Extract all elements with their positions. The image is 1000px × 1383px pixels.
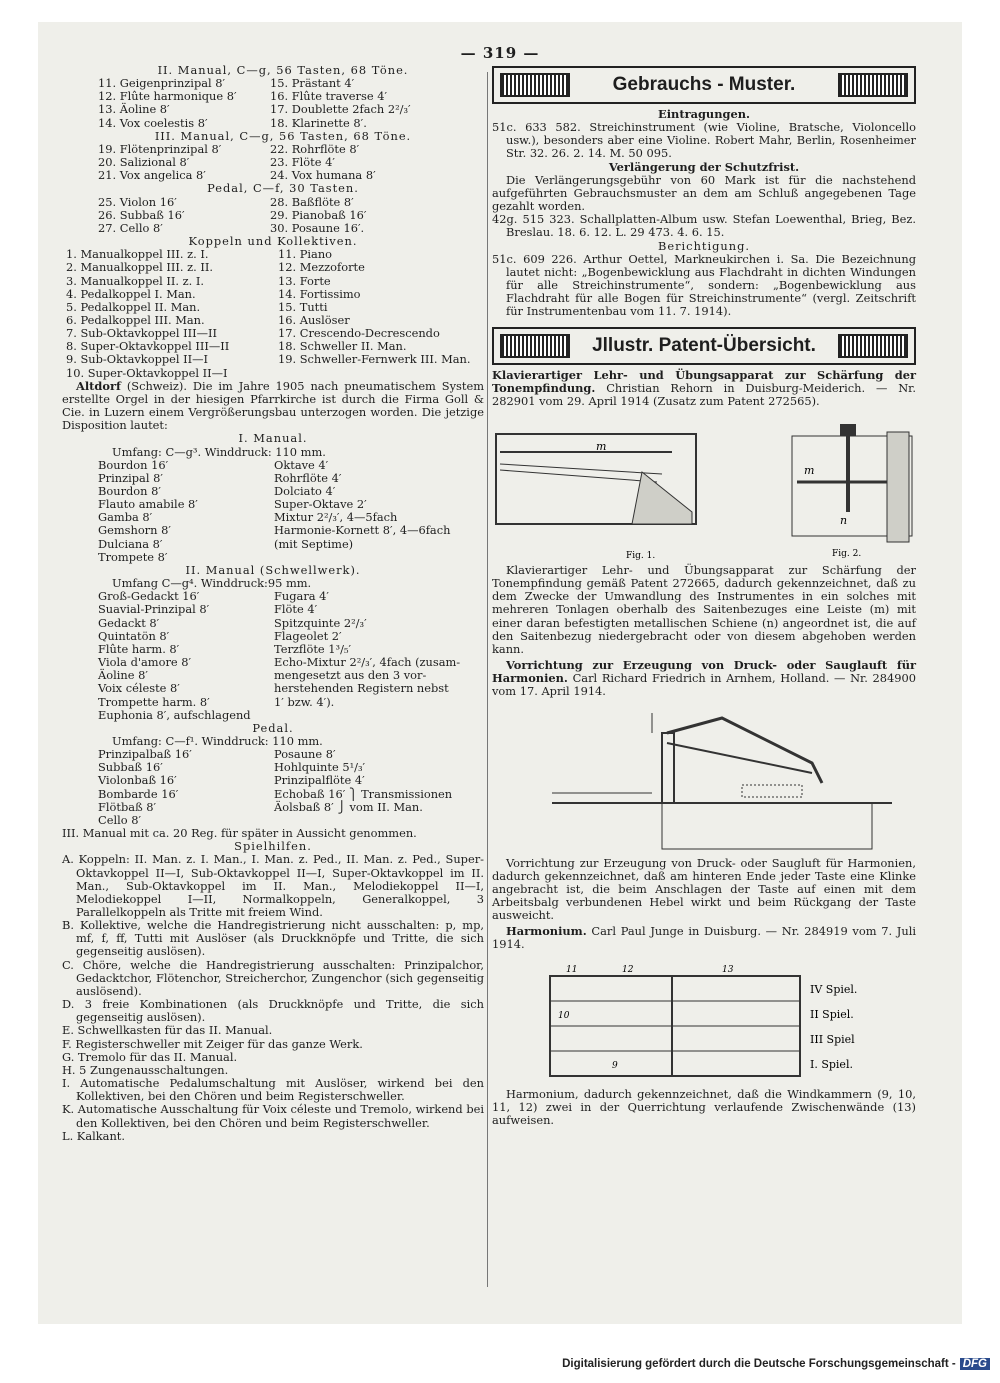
- register-row: [62, 275, 484, 288]
- spielhilfe-item: C. Chöre, welche die Handregistrierung ausschalten: Prinzipalchor, Gedacktchor, Flötenchor, Streicherchor, Zungenchor (sich gegenseitig auslösend).: [62, 957, 484, 998]
- patent-1-figures: [492, 412, 916, 560]
- register-left: Viola d'amore 8′: [98, 655, 192, 670]
- altdorf-text: (Schweiz). Die im Jahre 1905 nach pneumatischem System erstellte Orgel in der hiesigen Pfarrkirche ist durch die Firma Goll & Cie. in Luzern einem Vergrößerungsbau unterzogen worden. Die jetzige Disposition lautet:: [62, 378, 484, 433]
- berichtigung-heading: Berichtigung.: [657, 238, 750, 253]
- register-right: 18. Schweller II. Man.: [278, 339, 407, 354]
- spielhilfe-item: E. Schwellkasten für das II. Manual.: [62, 1023, 273, 1038]
- register-left: Flauto amabile 8′: [98, 497, 198, 512]
- verlaengerung-text: Die Verlängerungsgebühr von 60 Mark ist für die nachstehend aufgeführten Gebrauchsmuster an dem am Schluß angegebenen Tage gezahlt worden.: [492, 172, 916, 214]
- altdorf-manual-2-heading: II. Manual (Schwellwerk).: [185, 562, 361, 577]
- fig-3-num: 10: [558, 1010, 570, 1021]
- register-row: [62, 459, 484, 472]
- register-left: Dulciana 8′: [98, 536, 163, 551]
- register-right: 30. Posaune 16′.: [270, 220, 365, 235]
- berichtigung-text: 51c. 609 226. Arthur Oettel, Markneukirchen i. Sa. Die Bezeichnung lautet nicht: „Bogenbewicklung aus Flachdraht in dichten Windungen für alle Streichinstrumente“, sondern: „Bogenbewicklung aus Flachdraht für alle Bogen für Streichinstrumente“ (vergl. Zeitschrift für Instrumentenbau vom 11. 7. 1914).: [492, 251, 916, 319]
- register-right: 24. Vox humana 8′: [270, 168, 376, 183]
- register-left: Trompete 8′: [98, 549, 168, 564]
- register-right: herstehenden Registern nebst: [274, 681, 449, 696]
- register-right: Harmonie-Kornett 8′, 4—6fach: [274, 523, 451, 538]
- altdorf-name: Altdorf: [76, 378, 121, 393]
- register-left: Cello 8′: [98, 812, 142, 827]
- dfg-logo: DFG: [960, 1358, 990, 1370]
- register-left: Prinzipal 8′: [98, 470, 163, 485]
- patent-2-figure: [492, 703, 916, 853]
- spielhilfe-item: K. Automatische Ausschaltung für Voix céleste und Tremolo, wirkend bei den Kollektiven, bei den Chören und beim Registerschweller.: [62, 1102, 484, 1130]
- altdorf-pedal-umfang: Umfang: C—f¹. Winddruck: 110 mm.: [112, 733, 323, 748]
- page-number: — 319 —: [460, 44, 540, 62]
- register-left: Flûte harm. 8′: [98, 641, 180, 656]
- patent-2-title: [492, 659, 916, 698]
- register-row: [62, 630, 484, 643]
- register-left: Flötbaß 8′: [98, 799, 157, 814]
- column-divider: [487, 72, 488, 1287]
- ornament-icon: [500, 334, 570, 358]
- register-left: 9. Sub-Oktavkoppel II—I: [66, 352, 209, 367]
- banner-title: Jllustr. Patent-Übersicht.: [592, 334, 816, 356]
- register-left: 6. Pedalkoppel III. Man.: [66, 312, 205, 327]
- fig-1-label-m: m: [596, 439, 607, 453]
- patent-2-head: Vorrichtung zur Erzeugung von Druck- oder Sauglauft für Harmonien.: [492, 658, 916, 686]
- verlaengerung-item: 42g. 515 323. Schallplatten-Album usw. Stefan Loewenthal, Brieg, Bez. Breslau. 18. 6. 12. L. 29 473. 4. 6. 15.: [492, 212, 916, 240]
- register-right: 18. Klarinette 8′.: [270, 115, 367, 130]
- register-right: 23. Flöte 4′: [270, 155, 335, 170]
- register-right: 11. Piano: [278, 247, 333, 262]
- register-left: Trompette harm. 8′: [98, 694, 210, 709]
- register-right: Super-Oktave 2′: [274, 497, 367, 512]
- left-column: [62, 64, 484, 1143]
- register-left: Prinzipalbaß 16′: [98, 747, 192, 762]
- register-left: 8. Super-Oktavkoppel III—II: [66, 339, 230, 354]
- register-left: 13. Äoline 8′: [98, 102, 170, 117]
- register-left: Suavial-Prinzipal 8′: [98, 602, 210, 617]
- patent-1-head: Klavierartiger Lehr- und Übungsapparat zur Schärfung der Tonempfindung.: [492, 367, 916, 395]
- fig-3-label: II Spiel.: [810, 1007, 854, 1021]
- register-right: Hohlquinte 5¹/₃′: [274, 760, 366, 775]
- spielhilfe-item: L. Kalkant.: [62, 1128, 125, 1143]
- manual-2-registers: [62, 77, 484, 130]
- altdorf-paragraph: [62, 380, 484, 433]
- register-right: (mit Septime): [274, 536, 354, 551]
- register-right: 17. Doublette 2fach 2²/₃′: [270, 102, 411, 117]
- register-left: 25. Violon 16′: [98, 194, 177, 209]
- register-right: Posaune 8′: [274, 747, 336, 762]
- patent-3-figure: [492, 958, 916, 1082]
- register-left: Gemshorn 8′: [98, 523, 171, 538]
- patent-3-head: Harmonium.: [506, 924, 587, 939]
- patent-2-meta: Carl Richard Friedrich in Arnhem, Holland. — Nr. 284900 vom 17. April 1914.: [492, 671, 916, 699]
- register-right: Fugara 4′: [274, 589, 330, 604]
- register-left: 27. Cello 8′: [98, 220, 163, 235]
- register-row: [62, 682, 484, 695]
- fig-3-label: III Spiel: [810, 1032, 855, 1046]
- footer: [0, 1358, 990, 1370]
- register-row: [62, 196, 484, 209]
- patent-1-drawing: [492, 412, 916, 560]
- verlaengerung-heading: Verlängerung der Schutzfrist.: [608, 159, 800, 174]
- register-right: Flageolet 2′: [274, 628, 342, 643]
- register-left: Bourdon 8′: [98, 484, 161, 498]
- register-right: Äolsbaß 8′ ⎭ vom II. Man.: [274, 799, 423, 814]
- patent-uebersicht-banner: [492, 327, 916, 365]
- register-right: 22. Rohrflöte 8′: [270, 141, 360, 156]
- manual-3-registers: [62, 143, 484, 182]
- register-right: 14. Fortissimo: [278, 286, 361, 301]
- register-right: Oktave 4′: [274, 457, 329, 472]
- eintragungen-text: 51c. 633 582. Streichinstrument (wie Violine, Bratsche, Violoncello usw.), besonders aber eine Violine. Robert Mahr, Berlin, Rosenheimer Str. 32. 26. 2. 14. M. 50 095.: [492, 120, 916, 161]
- register-left: Bombarde 16′: [98, 786, 179, 801]
- register-left: 19. Flötenprinzipal 8′: [98, 141, 222, 156]
- koppeln-list: [62, 248, 484, 380]
- patent-1-title: [492, 369, 916, 408]
- spielhilfen-heading: Spielhilfen.: [234, 839, 312, 854]
- pedal-heading: Pedal, C—f, 30 Tasten.: [207, 181, 359, 196]
- register-left: 2. Manualkoppel III. z. II.: [66, 260, 213, 275]
- register-left: 26. Subbaß 16′: [98, 207, 185, 222]
- spielhilfe-item: F. Registerschweller mit Zeiger für das ganze Werk.: [62, 1036, 363, 1051]
- register-left: Subbaß 16′: [98, 760, 163, 775]
- manual-3-note: III. Manual mit ca. 20 Reg. für später in Aussicht genommen.: [62, 826, 417, 841]
- fig-3-label: I. Spiel.: [810, 1057, 853, 1071]
- altdorf-manual-1-registers: [62, 459, 484, 564]
- register-left: Quintatön 8′: [98, 628, 170, 643]
- register-left: 4. Pedalkoppel I. Man.: [66, 286, 196, 301]
- fig-1-caption: Fig. 1.: [626, 550, 656, 560]
- fig-2-drawing: [792, 424, 912, 542]
- altdorf-manual-2-umfang: Umfang C—g⁴. Winddruck:95 mm.: [112, 576, 312, 591]
- register-right: 15. Prästant 4′: [270, 76, 355, 91]
- register-row: [62, 301, 484, 314]
- register-row: [62, 603, 484, 616]
- eintragungen-heading: Eintragungen.: [658, 107, 750, 121]
- patent-3-drawing: [492, 958, 916, 1082]
- register-right: 17. Crescendo-Decrescendo: [278, 326, 440, 341]
- altdorf-manual-1-heading: I. Manual.: [238, 431, 308, 446]
- altdorf-manual-1-umfang: Umfang: C—g³. Winddruck: 110 mm.: [112, 444, 326, 459]
- fig-3-num: 11: [566, 964, 578, 975]
- register-row: [62, 617, 484, 630]
- register-left: Äoline 8′: [98, 668, 148, 683]
- spielhilfen-list: [62, 853, 484, 1142]
- koppeln-heading: Koppeln und Kollektiven.: [188, 234, 358, 249]
- register-left: Violonbaß 16′: [98, 773, 177, 788]
- register-left: 5. Pedalkoppel II. Man.: [66, 299, 201, 314]
- altdorf-pedal-registers: [62, 748, 484, 827]
- register-row: [62, 788, 484, 801]
- register-left: 14. Vox coelestis 8′: [98, 115, 208, 130]
- footer-text: Digitalisierung gefördert durch die Deutsche Forschungsgemeinschaft -: [562, 1358, 956, 1370]
- patent-1-text: Klavierartiger Lehr- und Übungsapparat zur Schärfung der Tonempfindung gemäß Patent 272665, dadurch gekennzeichnet, daß zu dem Zwecke der Umwandlung des Instrumentes in ein solches mit mehreren Tonlagen oberhalb des Saitenbezuges eine Leiste (m) mit einer daran befestigten metallischen Schiene (n) angeordnet ist, die auf den Saitenbezug niedergebracht oder von diesem abgehoben werden kann.: [492, 562, 916, 656]
- ornament-icon: [838, 334, 908, 358]
- spielhilfe-item: D. 3 freie Kombinationen (als Druckknöpfe und Tritte, die sich gegenseitig auslösen).: [62, 997, 484, 1025]
- register-left: 3. Manualkoppel II. z. I.: [66, 273, 205, 288]
- register-left: 21. Vox angelica 8′: [98, 168, 206, 183]
- register-right: 12. Mezzoforte: [278, 260, 365, 275]
- register-left: 20. Salizional 8′: [98, 155, 190, 170]
- register-row: [62, 261, 484, 274]
- patent-3-title: [492, 925, 916, 951]
- register-right: 13. Forte: [278, 273, 331, 288]
- register-right: 19. Schweller-Fernwerk III. Man.: [278, 352, 471, 367]
- register-right: 1′ bzw. 4′).: [274, 694, 335, 709]
- register-row: [62, 774, 484, 787]
- ornament-icon: [838, 73, 908, 97]
- fig-3-num: 9: [612, 1060, 618, 1071]
- patent-3-meta: Carl Paul Junge in Duisburg. — Nr. 284919 vom 7. Juli 1914.: [492, 924, 916, 952]
- register-left: Bourdon 16′: [98, 457, 169, 472]
- fig-2-caption: Fig. 2.: [832, 548, 862, 559]
- fig-3-num: 13: [722, 964, 734, 975]
- register-left: 7. Sub-Oktavkoppel III—II: [66, 326, 218, 341]
- register-left: 12. Flûte harmonique 8′: [98, 89, 237, 104]
- register-right: 15. Tutti: [278, 299, 328, 314]
- fig-3-num: 12: [622, 964, 634, 975]
- register-row: [62, 696, 484, 709]
- spielhilfe-item: A. Koppeln: II. Man. z. I. Man., I. Man. z. Ped., II. Man. z. Ped., Super-Oktavkoppel II—I, Sub-Oktavkoppel II—I, Super-Oktavkoppel im II. Man., Sub-Oktavkoppel im II. Man., Melodiekoppel II—I, Melodiekoppel I—II, Normalkoppeln, Generalkoppel, 3 Parallelkoppeln als Tritte mit freiem Wind.: [62, 852, 484, 919]
- register-right: Dolciato 4′: [274, 484, 336, 498]
- fig-2-label-m: m: [804, 463, 815, 477]
- patent-3-text: Harmonium, dadurch gekennzeichnet, daß die Windkammern (9, 10, 11, 12) zwei in der Querrichtung verlaufende Zwischenwände (13) aufweisen.: [492, 1086, 916, 1127]
- register-row: [62, 538, 484, 551]
- register-right: mengesetzt aus den 3 vor-: [274, 668, 427, 683]
- register-row: [62, 288, 484, 301]
- register-left: Euphonia 8′, aufschlagend: [98, 707, 251, 722]
- spielhilfe-item: B. Kollektive, welche die Handregistrierung nicht ausschalten: p, mp, mf, f, ff, Tutti mit Auslöser (als Druckknöpfe und Tritte, die sich gegenseitig auslösen).: [62, 918, 484, 959]
- register-right: Echo-Mixtur 2²/₃′, 4fach (zusam-: [274, 655, 461, 670]
- register-right: Rohrflöte 4′: [274, 470, 342, 485]
- register-right: Echobaß 16′ ⎫ Transmissionen: [274, 786, 453, 801]
- register-row: [62, 103, 484, 116]
- banner-title: Gebrauchs - Muster.: [612, 74, 796, 96]
- register-left: 1. Manualkoppel III. z. I.: [66, 247, 209, 262]
- patent-2-text: Vorrichtung zur Erzeugung von Druck- oder Saugluft für Harmonien, dadurch gekennzeichnet, daß am hinteren Ende jeder Taste eine Klinke angebracht ist, die beim Anschlagen der Taste auf einen mit dem Arbeitsbalg verbundenen Hebel wirkt und beim Rückgang der Taste ausweicht.: [492, 855, 916, 923]
- register-left: Groß-Gedackt 16′: [98, 589, 200, 604]
- patent-2-drawing: [492, 703, 916, 853]
- pedal-registers: [62, 196, 484, 235]
- gebrauchsmuster-banner: [492, 66, 916, 104]
- register-row: [62, 524, 484, 537]
- spielhilfe-item: I. Automatische Pedalumschaltung mit Auslöser, wirkend bei den Kollektiven, bei den Chören und beim Registerschweller.: [62, 1076, 484, 1104]
- fig-2-label-n: n: [840, 513, 848, 527]
- fig-3-label: IV Spiel.: [810, 982, 858, 996]
- register-right: Flöte 4′: [274, 602, 318, 617]
- register-row: [62, 801, 484, 814]
- altdorf-pedal-heading: Pedal.: [252, 720, 294, 735]
- register-right: Mixtur 2²/₃′, 4—5fach: [274, 510, 398, 525]
- register-row: [62, 209, 484, 222]
- register-right: 16. Flûte traverse 4′: [270, 89, 388, 104]
- register-left: 10. Super-Oktavkoppel II—I: [66, 365, 228, 380]
- register-right: Terzflöte 1³/₅′: [274, 641, 352, 656]
- altdorf-manual-2-registers: [62, 590, 484, 722]
- manual-2-heading: II. Manual, C—g, 56 Tasten, 68 Töne.: [157, 63, 409, 77]
- right-column: [492, 64, 916, 1127]
- register-left: Gedackt 8′: [98, 615, 160, 630]
- register-right: 29. Pianobaß 16′: [270, 207, 367, 222]
- spielhilfe-item: G. Tremolo für das II. Manual.: [62, 1049, 238, 1064]
- register-right: 28. Baßflöte 8′: [270, 194, 354, 209]
- register-right: Prinzipalflöte 4′: [274, 773, 365, 788]
- register-row: [62, 709, 484, 722]
- register-row: [62, 353, 484, 366]
- patent-1-meta: Christian Rehorn in Duisburg-Meiderich. — Nr. 282901 vom 29. April 1914 (Zusatz zum Patent 272565).: [492, 380, 916, 408]
- register-left: Gamba 8′: [98, 510, 153, 525]
- ornament-icon: [500, 73, 570, 97]
- manual-3-heading: III. Manual, C—g, 56 Tasten, 68 Töne.: [154, 128, 412, 143]
- register-right: Spitzquinte 2²/₃′: [274, 615, 367, 630]
- register-left: 11. Geigenprinzipal 8′: [98, 76, 226, 91]
- register-row: [62, 117, 484, 130]
- register-right: 16. Auslöser: [278, 312, 350, 327]
- register-row: [62, 551, 484, 564]
- spielhilfe-item: H. 5 Zungenausschaltungen.: [62, 1062, 229, 1077]
- register-left: Voix céleste 8′: [98, 681, 180, 696]
